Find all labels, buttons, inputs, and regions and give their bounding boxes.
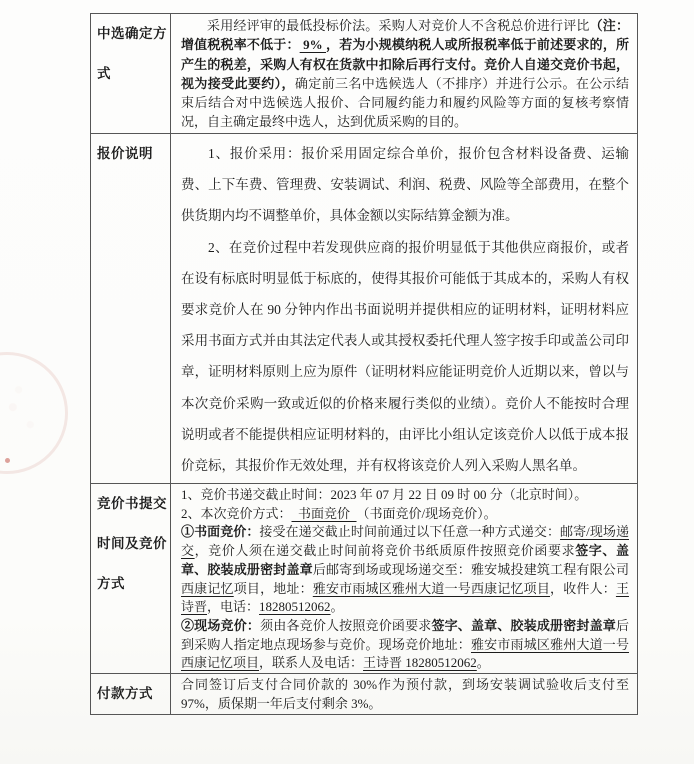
table-row-submission-time-method (91, 484, 638, 674)
row-label-selection-method: 中选确定方式 (91, 14, 171, 134)
text-run: ，联系人及电话： (259, 655, 364, 671)
text-run: 合同签订后支付合同价款的 30%作为预付款，到场安装调试验收后支付至 97%，质保期一年后支付剩余 3%。 (181, 677, 629, 711)
text-run: 1、报价采用：报价采用固定综合单价，报价包含材料设备费、运输费、上下车费、管理费、安装调试、利润、税费、风险等全部费用，在整个供货期内均不调整单价，具体金额以实际结算金额为准。 (181, 146, 629, 224)
text-run: 2、在竞价过程中若发现供应商的报价明显低于其他供应商报价，或者在设有标底时明显低于标底的，使得其报价可能低于其成本的，采购人有权要求竞价人在 90 分钟内作出书面说明并提供相应的证明材料，证明材料应采用书面方式并由其法定代表人或其授权委托代理人签字按手印或盖公司印章，证明材料原则上应为原件（证明材料应能证明竞价人近期以来，曾以与本次竞价采购一致或近似的价格来履行类似的业绩）。竞价人不能按时合理说明或者不能提供相应证明材料的，由评比小组认定该竞价人以低于成本报价竞标，其报价作无效处理，并有权将该竞价人列入采购人黑名单。 (181, 239, 629, 474)
text-run: 王诗晋 (181, 580, 629, 615)
text-run: 采用经评审的最低投标价法。采购人对竞价人不含税总价进行评比 (207, 18, 590, 33)
text-run: 书面竞价 (291, 505, 357, 521)
procurement-terms-table (90, 13, 638, 715)
table-row-payment-method (91, 674, 638, 715)
text-run: 西康记忆 (181, 580, 234, 596)
text-run: 18280512062 (259, 599, 331, 615)
text-run: 签字、盖章、胶装成册密封盖章 (431, 617, 616, 633)
text-run: ②现场竞价： (181, 617, 261, 633)
text-run: 雅安市雨城区雅州大道一号西康记忆项目 (181, 636, 629, 671)
text-run: 。 (476, 655, 490, 671)
table-row-selection-method (91, 14, 638, 134)
row-label-quote-notes: 报价说明 (91, 134, 171, 484)
text-run: （注：增值税税率不低于： (181, 18, 629, 53)
text-run: ，若为小规模纳税人或所报税率低于前述要求的，所产生的税差，采购人有权在货款中扣除后再行支付。竞价人自递交竞价书起，视为接受此要约）， (181, 37, 629, 91)
text-run: 9% (299, 37, 327, 53)
row-content-payment-method (171, 674, 638, 715)
row-content-selection-method (171, 14, 638, 134)
text-run: ，收件人： (550, 580, 616, 596)
row-label-payment-method: 付款方式 (91, 674, 171, 715)
row-label-submission-time-method: 竞价书提交时间及竞价方式 (91, 484, 171, 674)
table-row-quote-notes (91, 134, 638, 484)
text-run: 。 (330, 599, 344, 615)
text-run: （书面竞价/现场竞价）。 (356, 505, 497, 521)
text-run: 邮寄/现场递交 (181, 524, 629, 559)
row-content-submission-time-method (171, 484, 638, 674)
text-run: 确定前三名中选候选人（不排序）并进行公示。在公示结束后结合对中选候选人报价、合同履约能力和履约风险等方面的复核考察情况，自主确定最终中选人，达到优质采购的目的。 (181, 75, 629, 130)
text-run: 2、本次竞价方式： (181, 505, 292, 521)
text-run: 接受在递交截止时间前通过以下任意一种方式递交： (259, 524, 561, 540)
text-run: ，电话： (207, 599, 260, 615)
row-content-quote-notes (171, 134, 638, 484)
red-seal-stamp (0, 352, 68, 474)
text-run: 1、竞价书递交截止时间：2023 年 07 月 22 日 09 时 00 分（北京时间）。 (181, 487, 588, 502)
text-run: 后到采购人指定地点现场参与竞价。现场竞价地址： (181, 617, 629, 652)
text-run: 雅安市雨城区雅州大道一号西康记忆项目 (312, 580, 551, 596)
text-run: 须由各竞价人按照竞价函要求 (260, 617, 432, 633)
text-run: 签字、盖章、胶装成册密封盖章 (181, 543, 629, 577)
text-run: ，竞价人须在递交截止时间前将竞价书纸质原件按照竞价函要求 (194, 543, 576, 559)
text-run: ①书面竞价： (181, 524, 260, 540)
red-seal-dot (5, 458, 10, 463)
text-run: 王诗晋 18280512062 (363, 655, 477, 671)
text-run: 项目，地址： (233, 580, 313, 596)
text-run: 后邮寄到场或现场递交至：雅安城投建筑工程有限公司 (312, 561, 629, 577)
